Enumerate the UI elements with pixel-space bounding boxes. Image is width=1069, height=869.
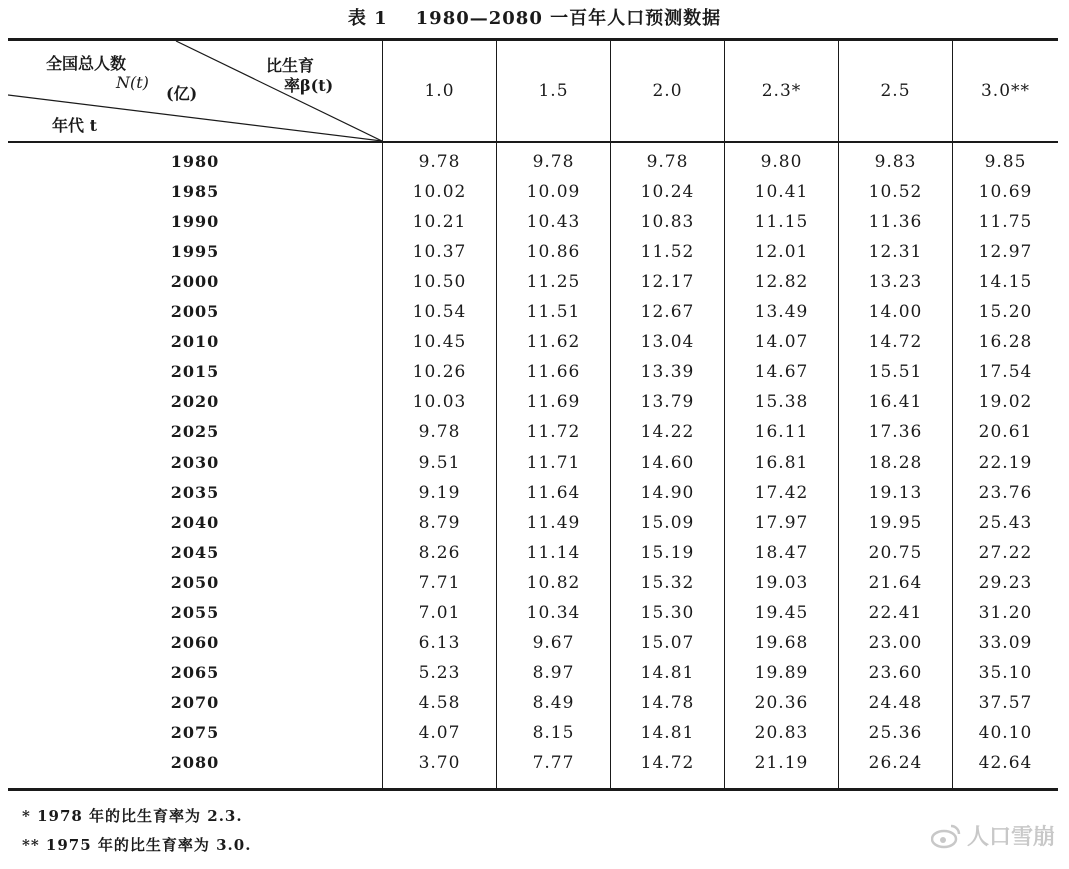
population-value-cell: 20.75 — [868, 542, 923, 563]
population-value-cell: 8.79 — [418, 512, 461, 533]
population-value-cell: 15.30 — [640, 602, 695, 623]
table-row — [8, 688, 1058, 718]
year-cell: 2080 — [170, 753, 220, 772]
column-header-rate-2-5: 2.5 — [880, 81, 911, 101]
bottom-rule — [8, 788, 1058, 791]
population-value-cell: 15.51 — [868, 362, 923, 383]
column-header-rate-1-5: 1.5 — [538, 81, 569, 101]
year-cell: 2030 — [170, 452, 220, 472]
rate-label-2: 率β(t) — [284, 76, 334, 95]
population-value-cell: 12.01 — [754, 242, 809, 263]
population-value-cell: 29.23 — [978, 572, 1033, 593]
population-value-cell: 23.60 — [868, 662, 923, 683]
population-value-cell: 11.25 — [526, 272, 581, 293]
population-value-cell: 11.75 — [978, 212, 1033, 233]
population-value-cell: 11.62 — [526, 332, 581, 353]
population-value-cell: 10.50 — [412, 272, 467, 293]
year-cell: 2075 — [170, 722, 220, 742]
table-row — [8, 327, 1058, 357]
table-row — [8, 237, 1058, 267]
population-value-cell: 7.71 — [418, 572, 461, 593]
population-value-cell: 14.67 — [754, 362, 809, 383]
watermark — [931, 820, 1055, 851]
population-value-cell: 15.07 — [640, 632, 695, 653]
population-value-cell: 24.48 — [868, 692, 923, 713]
table-row — [8, 478, 1058, 508]
population-value-cell: 16.11 — [754, 422, 809, 443]
population-value-cell: 16.28 — [978, 332, 1033, 353]
population-value-cell: 10.82 — [526, 572, 581, 593]
population-value-cell: 14.81 — [640, 662, 695, 683]
year-cell: 1980 — [170, 152, 220, 171]
year-cell: 1990 — [170, 212, 220, 232]
population-value-cell: 10.43 — [526, 212, 581, 233]
population-value-cell: 10.03 — [412, 392, 467, 413]
header-corner-cell — [8, 41, 382, 141]
population-value-cell: 11.66 — [526, 362, 581, 383]
population-value-cell: 11.52 — [640, 242, 695, 263]
year-cell: 2045 — [170, 542, 220, 562]
population-value-cell: 22.41 — [868, 602, 923, 623]
population-value-cell: 26.24 — [868, 753, 923, 773]
column-header-rate-2-0: 2.0 — [652, 81, 683, 101]
year-cell: 1985 — [170, 182, 220, 202]
population-value-cell: 15.20 — [978, 302, 1033, 323]
table-row — [8, 508, 1058, 538]
population-value-cell: 10.02 — [412, 182, 467, 203]
year-cell: 2005 — [170, 302, 220, 322]
population-value-cell: 9.85 — [984, 152, 1027, 172]
population-value-cell: 37.57 — [978, 692, 1033, 713]
population-value-cell: 13.23 — [868, 272, 923, 293]
table-row — [8, 177, 1058, 207]
table-row — [8, 357, 1058, 387]
population-symbol: N(t) — [116, 73, 149, 92]
population-value-cell: 19.89 — [754, 662, 809, 683]
population-value-cell: 15.38 — [754, 392, 809, 413]
population-value-cell: 10.26 — [412, 362, 467, 383]
population-value-cell: 27.22 — [978, 542, 1033, 563]
population-value-cell: 17.97 — [754, 512, 809, 533]
population-value-cell: 8.97 — [532, 662, 575, 683]
population-value-cell: 10.86 — [526, 242, 581, 263]
population-value-cell: 11.15 — [754, 212, 809, 233]
population-value-cell: 9.67 — [532, 632, 575, 653]
population-value-cell: 14.81 — [640, 722, 695, 743]
year-cell: 2035 — [170, 482, 220, 502]
table-row — [8, 417, 1058, 447]
population-value-cell: 7.77 — [532, 753, 575, 773]
weibo-icon — [931, 823, 961, 849]
table-row — [8, 297, 1058, 327]
population-value-cell: 22.19 — [978, 452, 1033, 473]
header-rule — [8, 141, 1058, 143]
table-caption: 1980—2080 一百年人口预测数据 — [415, 8, 722, 29]
population-value-cell: 14.78 — [640, 692, 695, 713]
population-label: 全国总人数 — [46, 54, 127, 73]
year-cell: 2020 — [170, 392, 220, 412]
population-value-cell: 16.81 — [754, 452, 809, 473]
table-row — [8, 748, 1058, 778]
population-value-cell: 19.03 — [754, 572, 809, 593]
population-value-cell: 12.82 — [754, 272, 809, 293]
population-value-cell: 12.67 — [640, 302, 695, 323]
population-value-cell: 10.54 — [412, 302, 467, 323]
population-value-cell: 3.70 — [418, 753, 461, 773]
table-row — [8, 147, 1058, 177]
population-value-cell: 11.36 — [868, 212, 923, 233]
year-cell: 2010 — [170, 332, 220, 352]
population-value-cell: 10.34 — [526, 602, 581, 623]
table-row — [8, 207, 1058, 237]
population-value-cell: 4.58 — [418, 692, 461, 713]
population-value-cell: 8.15 — [532, 722, 575, 743]
table-row — [8, 628, 1058, 658]
population-value-cell: 19.02 — [978, 392, 1033, 413]
population-value-cell: 20.83 — [754, 722, 809, 743]
population-value-cell: 6.13 — [418, 632, 461, 653]
column-header-rate-1-0: 1.0 — [424, 81, 455, 101]
population-value-cell: 9.83 — [874, 152, 917, 172]
table-row — [8, 538, 1058, 568]
population-value-cell: 12.97 — [978, 242, 1033, 263]
population-value-cell: 11.64 — [526, 482, 581, 503]
year-cell: 2070 — [170, 692, 220, 712]
table-row — [8, 658, 1058, 688]
population-value-cell: 15.09 — [640, 512, 695, 533]
population-value-cell: 23.00 — [868, 632, 923, 653]
table-row — [8, 448, 1058, 478]
population-value-cell: 11.14 — [526, 542, 581, 563]
population-value-cell: 14.07 — [754, 332, 809, 353]
year-cell: 2015 — [170, 362, 220, 382]
population-value-cell: 17.36 — [868, 422, 923, 443]
population-value-cell: 9.78 — [418, 152, 461, 172]
population-value-cell: 20.61 — [978, 422, 1033, 443]
population-value-cell: 19.95 — [868, 512, 923, 533]
population-value-cell: 5.23 — [418, 662, 461, 683]
population-value-cell: 8.49 — [532, 692, 575, 713]
population-value-cell: 10.09 — [526, 182, 581, 203]
population-value-cell: 11.71 — [526, 452, 581, 473]
column-header-rate-2-3: 2.3* — [761, 81, 802, 101]
population-value-cell: 9.19 — [418, 482, 461, 503]
population-value-cell: 25.43 — [978, 512, 1033, 533]
population-value-cell: 35.10 — [978, 662, 1033, 683]
column-header-rate-3-0: 3.0** — [980, 81, 1031, 101]
population-value-cell: 14.00 — [868, 302, 923, 323]
population-value-cell: 11.72 — [526, 422, 581, 443]
footnote-1: * 1978 年的比生育率为 2.3. — [22, 807, 243, 825]
population-value-cell: 18.28 — [868, 452, 923, 473]
population-value-cell: 9.51 — [418, 452, 461, 473]
population-unit: (亿) — [166, 84, 198, 103]
population-value-cell: 11.49 — [526, 512, 581, 533]
population-value-cell: 10.83 — [640, 212, 695, 233]
population-value-cell: 14.22 — [640, 422, 695, 443]
population-value-cell: 10.45 — [412, 332, 467, 353]
year-cell: 2065 — [170, 662, 220, 682]
population-value-cell: 15.32 — [640, 572, 695, 593]
year-cell: 2060 — [170, 632, 220, 652]
population-value-cell: 14.72 — [640, 753, 695, 773]
population-value-cell: 9.78 — [418, 422, 461, 443]
table-row — [8, 568, 1058, 598]
population-value-cell: 10.52 — [868, 182, 923, 203]
population-value-cell: 13.79 — [640, 392, 695, 413]
population-value-cell: 14.72 — [868, 332, 923, 353]
population-value-cell: 19.68 — [754, 632, 809, 653]
year-cell: 2050 — [170, 572, 220, 592]
table-row — [8, 598, 1058, 628]
table-title — [0, 4, 1069, 30]
population-value-cell: 40.10 — [978, 722, 1033, 743]
population-value-cell: 33.09 — [978, 632, 1033, 653]
population-value-cell: 23.76 — [978, 482, 1033, 503]
population-value-cell: 10.41 — [754, 182, 809, 203]
population-value-cell: 13.39 — [640, 362, 695, 383]
population-value-cell: 11.69 — [526, 392, 581, 413]
population-value-cell: 13.49 — [754, 302, 809, 323]
table-row — [8, 387, 1058, 417]
footnote-2: ** 1975 年的比生育率为 3.0. — [22, 836, 252, 854]
population-value-cell: 9.80 — [760, 152, 803, 172]
population-value-cell: 21.19 — [754, 753, 809, 773]
population-value-cell: 4.07 — [418, 722, 461, 743]
year-cell: 2000 — [170, 272, 220, 292]
year-cell: 2040 — [170, 512, 220, 532]
population-value-cell: 19.45 — [754, 602, 809, 623]
population-value-cell: 15.19 — [640, 542, 695, 563]
population-value-cell: 20.36 — [754, 692, 809, 713]
table-row — [8, 267, 1058, 297]
population-value-cell: 21.64 — [868, 572, 923, 593]
population-value-cell: 19.13 — [868, 482, 923, 503]
population-value-cell: 7.01 — [418, 602, 461, 623]
population-value-cell: 14.15 — [978, 272, 1033, 293]
year-cell: 1995 — [170, 242, 220, 262]
population-value-cell: 10.69 — [978, 182, 1033, 203]
table-number: 表 1 — [347, 8, 388, 29]
population-value-cell: 42.64 — [978, 753, 1033, 773]
rate-label: 比生育 — [266, 56, 315, 75]
year-label: 年代 t — [52, 116, 97, 135]
population-value-cell: 14.90 — [640, 482, 695, 503]
population-value-cell: 25.36 — [868, 722, 923, 743]
population-value-cell: 17.42 — [754, 482, 809, 503]
population-value-cell: 31.20 — [978, 602, 1033, 623]
population-value-cell: 11.51 — [526, 302, 581, 323]
population-value-cell: 16.41 — [868, 392, 923, 413]
population-value-cell: 14.60 — [640, 452, 695, 473]
population-value-cell: 10.24 — [640, 182, 695, 203]
population-value-cell: 10.21 — [412, 212, 467, 233]
population-value-cell: 10.37 — [412, 242, 467, 263]
population-value-cell: 8.26 — [418, 542, 461, 563]
table-row — [8, 718, 1058, 748]
population-value-cell: 18.47 — [754, 542, 809, 563]
population-value-cell: 9.78 — [646, 152, 689, 172]
population-value-cell: 13.04 — [640, 332, 695, 353]
watermark-text: 人口雪崩 — [966, 825, 1055, 850]
population-value-cell: 9.78 — [532, 152, 575, 172]
year-cell: 2025 — [170, 422, 220, 442]
population-value-cell: 12.31 — [868, 242, 923, 263]
year-cell: 2055 — [170, 602, 220, 622]
population-value-cell: 17.54 — [978, 362, 1033, 383]
population-value-cell: 12.17 — [640, 272, 695, 293]
